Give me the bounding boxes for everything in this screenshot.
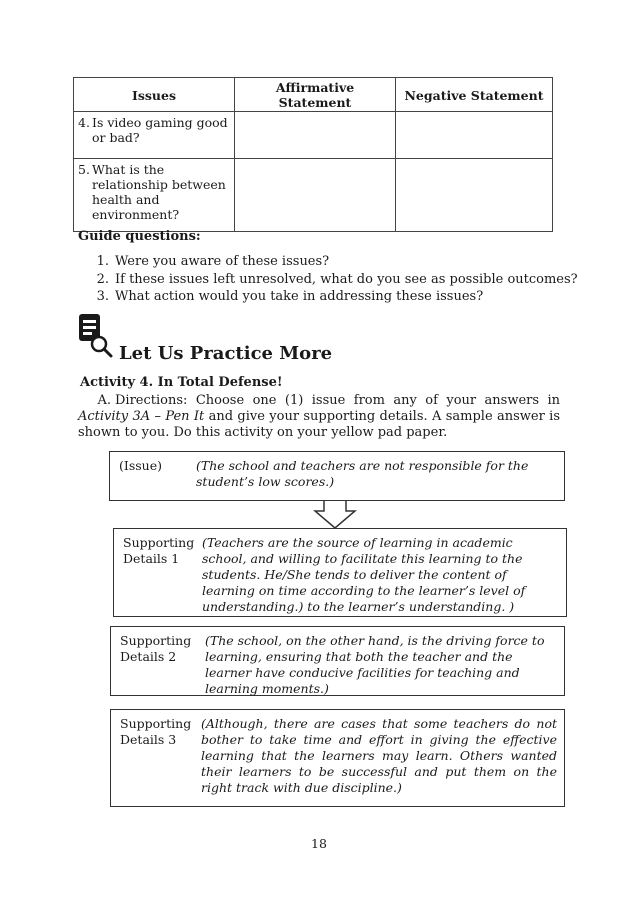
supporting-details-box-3	[110, 709, 565, 807]
issue-label: (Issue)	[119, 458, 162, 473]
list-item: 2. If these issues left unresolved, what do you see as possible outcomes?	[96, 271, 578, 287]
issue-box	[109, 451, 565, 501]
supporting-label: Supporting Details 3	[120, 716, 192, 747]
header-negative: Negative Statement	[396, 78, 553, 112]
table-row	[74, 159, 553, 232]
issue-number: 5.	[78, 162, 90, 177]
table-row	[74, 112, 553, 159]
header-affirmative: Affirmative Statement	[235, 78, 396, 112]
guide-questions-list	[78, 253, 578, 306]
supporting-details-box-1	[113, 528, 567, 617]
supporting-label: Supporting Details 1	[123, 535, 195, 566]
supporting-label: Supporting Details 2	[120, 633, 192, 664]
supporting-details-box-2	[110, 626, 565, 696]
issue-statement: (The school and teachers are not responsible for the student’s low scores.)	[196, 458, 529, 489]
table-header-row	[74, 78, 553, 112]
list-item: 1. Were you aware of these issues?	[96, 254, 330, 269]
supporting-text: (Teachers are the source of learning in academic school, and willing to facilitate this learning to the students. He/She tends to deliver the content of learning on time according to the learner’s level of understanding.) to the learner’s understanding. )	[202, 535, 526, 614]
affirmative-cell[interactable]	[235, 112, 396, 159]
guide-questions-title: Guide questions:	[78, 229, 201, 244]
page-number: 18	[311, 836, 327, 851]
activity-reference: Activity 3A – Pen It	[78, 409, 205, 424]
issues-table	[73, 77, 553, 232]
issue-text: What is the relationship between health and environment?	[92, 162, 226, 222]
activity-title: Activity 4. In Total Defense!	[80, 375, 283, 390]
negative-cell[interactable]	[396, 159, 553, 232]
issue-cell	[74, 112, 235, 159]
activity-directions: A. Directions: Choose one (1) issue from any of your answers in Activity 3A – Pen It and give your supporting details. A sample answer is shown to you. Do this activity on your yellow pad paper.	[78, 393, 560, 440]
issue-text: Is video gaming good or bad?	[92, 115, 228, 145]
supporting-text: (Although, there are cases that some teachers do not bother to take time and effort in giving the effective learning that the learners may learn. Others wanted their learners to be successful and put them on the right track with due discipline.)	[201, 716, 557, 795]
negative-cell[interactable]	[396, 112, 553, 159]
affirmative-cell[interactable]	[235, 159, 396, 232]
issue-cell	[74, 159, 235, 232]
supporting-text: (The school, on the other hand, is the driving force to learning, ensuring that both the teacher and the learner have conducive facilities for teaching and learning moments.)	[205, 633, 545, 696]
issue-number: 4.	[78, 115, 90, 130]
section-title: Let Us Practice More	[119, 343, 333, 364]
list-item: 3. What action would you take in addressing these issues?	[96, 289, 484, 304]
header-issues: Issues	[74, 78, 235, 112]
document-search-icon	[76, 312, 116, 358]
